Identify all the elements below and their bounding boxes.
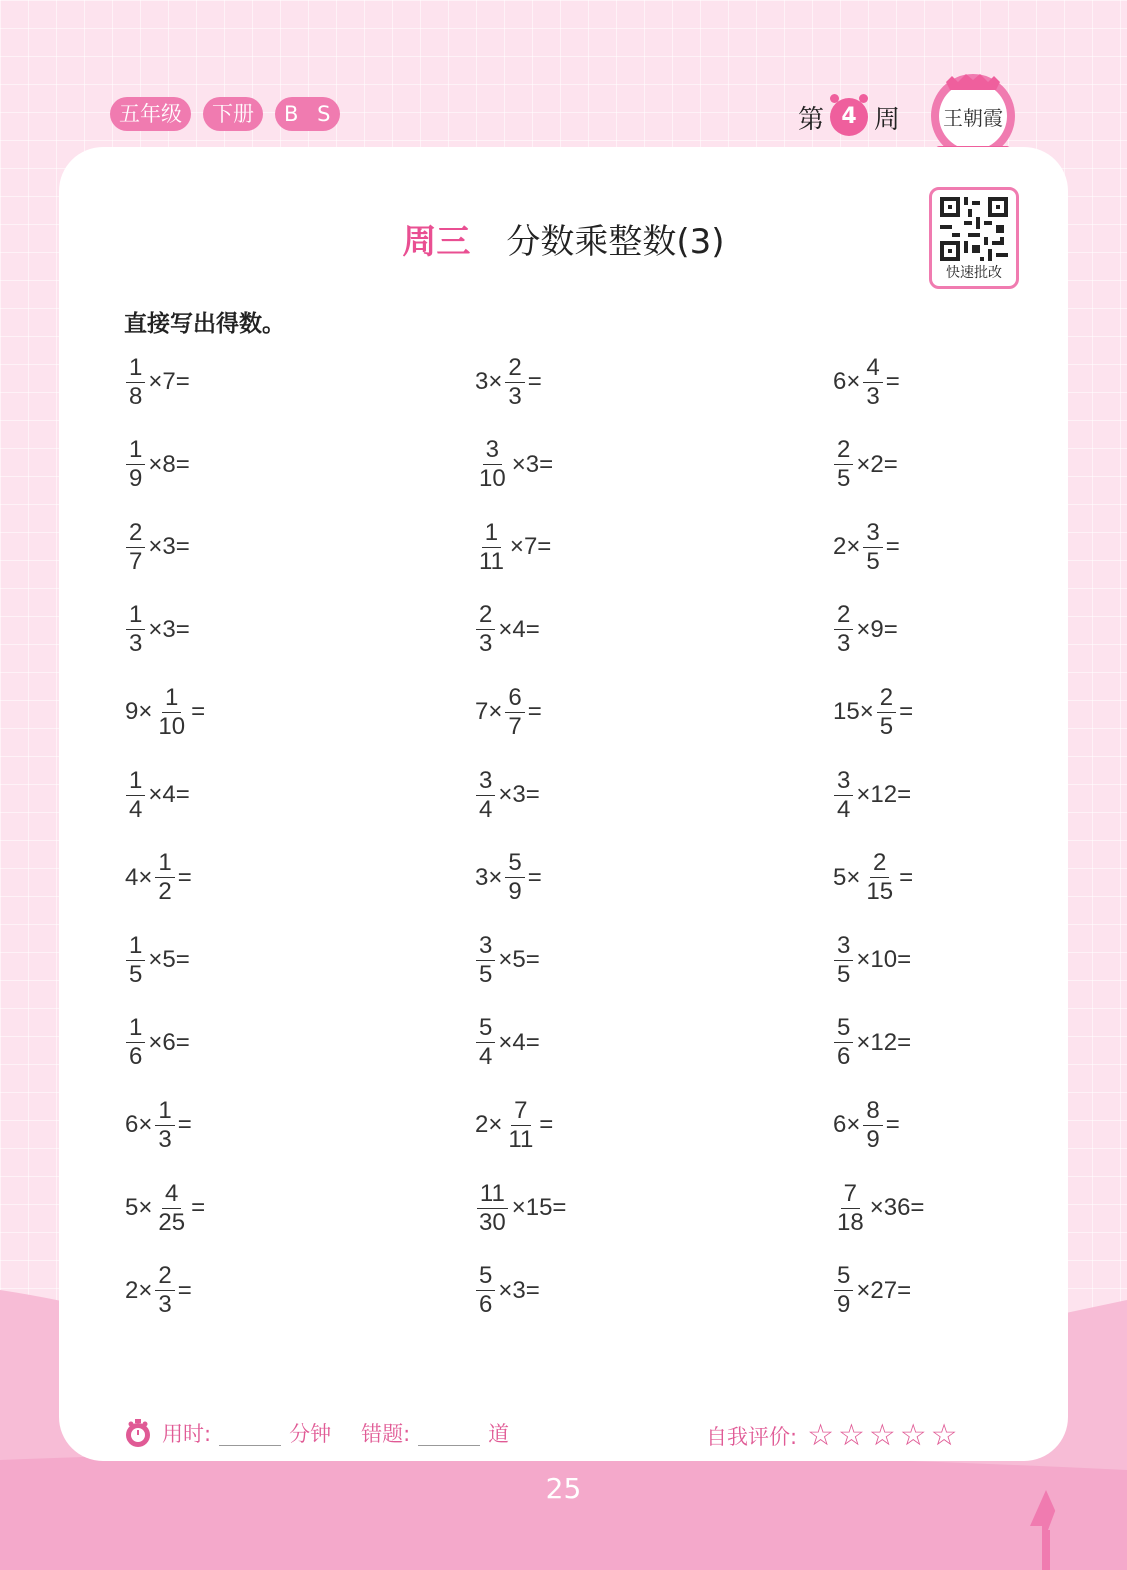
problem-item — [832, 515, 901, 579]
expression-text: ×27= — [856, 1276, 912, 1304]
denominator: 4 — [837, 795, 851, 823]
numerator: 7 — [511, 1099, 530, 1126]
expression-text: = — [885, 533, 900, 561]
fraction — [863, 851, 896, 904]
page-number: 25 — [545, 1472, 582, 1505]
fraction — [476, 1179, 509, 1236]
denominator: 3 — [479, 630, 493, 658]
qr-code-icon — [940, 197, 1008, 261]
expression-text: 6× — [125, 1111, 153, 1139]
problem-item — [832, 1176, 925, 1240]
fraction — [476, 931, 495, 988]
week-suffix: 周 — [874, 104, 901, 135]
time-blank[interactable] — [219, 1421, 281, 1446]
problem-item — [832, 1259, 912, 1323]
numerator: 1 — [126, 934, 145, 961]
problem-item — [832, 433, 899, 497]
title-day: 周三 — [402, 222, 471, 262]
expression-text: ×15= — [511, 1194, 567, 1221]
expression-text: 5× — [125, 1194, 153, 1221]
fraction — [126, 766, 145, 823]
problem-item — [832, 680, 914, 744]
volume-pill: 下册 — [203, 97, 263, 131]
expression-text: 7× — [475, 698, 503, 726]
numerator: 4 — [863, 356, 882, 383]
errors-blank[interactable] — [418, 1421, 480, 1446]
numerator: 3 — [834, 769, 853, 796]
instruction: 直接写出得数。 — [124, 311, 285, 337]
expression-text: ×3= — [511, 450, 554, 478]
numerator: 1 — [126, 356, 145, 383]
expression-text: ×4= — [148, 781, 190, 808]
numerator: 1 — [155, 1099, 174, 1126]
expression-text: = — [527, 368, 542, 395]
expression-text: 3× — [475, 863, 503, 891]
problem-item — [124, 680, 206, 744]
title-topic: 分数乘整数(3) — [506, 222, 725, 262]
problem-item — [474, 680, 543, 744]
denominator: 10 — [158, 712, 186, 740]
grade-tags — [110, 97, 340, 131]
numerator: 6 — [505, 686, 524, 713]
problem-item — [832, 928, 912, 992]
problem-item — [474, 763, 541, 827]
expression-text: = — [539, 1111, 554, 1139]
expression-text: ×6= — [148, 1028, 190, 1056]
numerator: 5 — [834, 1016, 853, 1043]
fraction — [505, 851, 524, 904]
denominator: 9 — [129, 465, 143, 493]
numerator: 8 — [863, 1099, 882, 1126]
expression-text: ×5= — [148, 946, 190, 974]
expression-text: 2× — [833, 533, 861, 561]
denominator: 3 — [837, 630, 851, 658]
fraction — [155, 683, 188, 740]
expression-text: ×7= — [148, 368, 190, 395]
expression-text: ×3= — [498, 781, 540, 808]
problem-item — [124, 1093, 193, 1157]
problem-item — [474, 433, 554, 497]
expression-text: 6× — [833, 368, 861, 395]
numerator: 2 — [155, 1264, 174, 1291]
denominator: 9 — [508, 878, 522, 906]
numerator: 2 — [834, 438, 853, 465]
fraction — [863, 1096, 882, 1153]
expression-text: 2× — [475, 1111, 503, 1139]
numerator: 7 — [841, 1182, 860, 1209]
expression-text: 3× — [475, 368, 503, 395]
fraction — [505, 353, 524, 410]
problem-item — [124, 1259, 193, 1323]
expression-text: ×36= — [869, 1194, 925, 1221]
denominator: 3 — [129, 630, 143, 658]
expression-text: = — [177, 1276, 192, 1304]
expression-text: = — [527, 698, 542, 726]
numerator: 2 — [505, 356, 524, 383]
fraction — [476, 1264, 495, 1317]
denominator: 7 — [129, 547, 143, 575]
fraction — [126, 1016, 145, 1069]
fraction — [834, 438, 853, 491]
fraction — [155, 851, 174, 904]
fraction — [476, 518, 507, 575]
problem-item — [124, 1176, 206, 1240]
footer-rating — [706, 1418, 962, 1453]
problem-item — [124, 433, 191, 497]
fraction — [834, 1264, 853, 1317]
time-label: 用时: — [162, 1422, 212, 1446]
denominator: 25 — [158, 1208, 186, 1236]
denominator: 5 — [479, 960, 493, 988]
problem-item — [832, 846, 914, 910]
expression-text: = — [191, 698, 206, 726]
fraction — [126, 438, 145, 491]
numerator: 2 — [834, 603, 853, 630]
expression-text: ×9= — [856, 615, 898, 643]
numerator: 2 — [476, 603, 495, 630]
qr-label: 快速批改 — [946, 265, 1002, 281]
denominator: 3 — [508, 382, 522, 410]
denominator: 2 — [158, 878, 172, 906]
fraction — [126, 353, 145, 410]
numerator: 5 — [476, 1264, 495, 1291]
problem-item — [474, 515, 552, 579]
denominator: 6 — [479, 1291, 493, 1319]
fraction — [155, 1264, 174, 1317]
numerator: 3 — [863, 521, 882, 548]
fraction — [476, 1016, 495, 1069]
denominator: 3 — [158, 1291, 172, 1319]
fraction — [505, 683, 524, 740]
numerator: 3 — [834, 934, 853, 961]
numerator: 11 — [477, 1182, 508, 1209]
problem-item — [124, 763, 191, 827]
denominator: 5 — [129, 960, 143, 988]
problem-item — [124, 846, 193, 910]
numerator: 1 — [162, 686, 181, 713]
fraction — [834, 1016, 853, 1069]
week-prefix: 第 — [798, 104, 825, 135]
numerator: 5 — [834, 1264, 853, 1291]
numerator: 1 — [482, 521, 501, 548]
problem-item — [474, 598, 541, 662]
expression-text: 6× — [833, 1111, 861, 1139]
fraction — [834, 1179, 867, 1236]
expression-text: = — [885, 368, 900, 395]
numerator: 5 — [476, 1016, 495, 1043]
fraction — [126, 603, 145, 656]
denominator: 18 — [837, 1208, 864, 1236]
denominator: 9 — [866, 1125, 880, 1153]
fraction — [476, 603, 495, 656]
errors-unit: 道 — [488, 1422, 510, 1446]
expression-text: ×12= — [856, 781, 912, 808]
fraction — [863, 518, 882, 575]
expression-text: = — [177, 1111, 192, 1139]
grade-pill: 五年级 — [110, 97, 191, 131]
problem-item — [124, 1011, 191, 1075]
problem-item — [832, 763, 912, 827]
fraction — [863, 353, 882, 410]
expression-text: ×7= — [509, 533, 552, 561]
expression-text: = — [899, 698, 914, 726]
problem-item — [474, 1093, 554, 1157]
denominator: 7 — [508, 712, 522, 740]
expression-text: ×5= — [498, 946, 540, 974]
denominator: 3 — [158, 1125, 172, 1153]
fraction — [834, 931, 853, 988]
fraction — [126, 518, 145, 575]
fraction — [126, 931, 145, 988]
expression-text: = — [527, 863, 542, 891]
denominator: 5 — [879, 712, 894, 740]
numerator: 1 — [126, 438, 145, 465]
expression-text: ×3= — [498, 1276, 540, 1304]
expression-text: ×3= — [148, 615, 190, 643]
numerator: 1 — [155, 851, 174, 878]
expression-text: ×10= — [856, 946, 912, 974]
expression-text: ×4= — [498, 1028, 540, 1056]
denominator: 6 — [837, 1043, 851, 1071]
problem-item — [832, 1011, 912, 1075]
expression-text: 2× — [125, 1276, 153, 1304]
denominator: 6 — [129, 1043, 143, 1071]
denominator: 30 — [479, 1208, 506, 1236]
problem-item — [474, 1259, 541, 1323]
numerator: 5 — [505, 851, 524, 878]
expression-text: 9× — [125, 698, 153, 726]
fraction — [476, 766, 495, 823]
week-number-badge: 4 — [830, 98, 868, 136]
problem-item — [832, 1093, 901, 1157]
numerator: 3 — [483, 438, 502, 465]
expression-text: ×12= — [856, 1028, 912, 1056]
problem-item — [124, 350, 191, 414]
expression-text: 4× — [125, 863, 153, 891]
numerator: 1 — [126, 1016, 145, 1043]
problem-item — [474, 1176, 567, 1240]
problem-item — [124, 928, 191, 992]
expression-text: ×4= — [498, 615, 540, 643]
numerator: 4 — [162, 1182, 181, 1209]
time-unit: 分钟 — [289, 1422, 332, 1446]
errors-label: 错题: — [361, 1422, 411, 1446]
denominator: 4 — [479, 795, 493, 823]
arrow-decoration-icon — [1028, 1490, 1078, 1570]
worksheet-card — [59, 147, 1068, 1461]
fraction — [476, 438, 509, 491]
denominator: 11 — [479, 547, 504, 575]
qr-code[interactable] — [929, 187, 1019, 289]
problem-item — [832, 350, 901, 414]
fraction — [155, 1179, 188, 1236]
problem-item — [124, 598, 191, 662]
denominator: 10 — [479, 465, 506, 493]
expression-text: 15× — [833, 698, 874, 726]
denominator: 5 — [837, 960, 851, 988]
logo-text: 王朝霞 — [943, 106, 1003, 130]
denominator: 8 — [129, 382, 143, 410]
denominator: 4 — [479, 1043, 493, 1071]
expression-text: 5× — [833, 863, 861, 891]
denominator: 4 — [129, 795, 143, 823]
numerator: 3 — [476, 769, 495, 796]
stopwatch-icon — [124, 1418, 152, 1448]
footer-time-errors — [124, 1418, 509, 1448]
week-indicator — [798, 98, 900, 136]
edition-pill: B S — [275, 97, 340, 131]
expression-text: = — [191, 1194, 206, 1221]
problem-item — [474, 350, 543, 414]
denominator: 5 — [866, 547, 880, 575]
problem-item — [124, 515, 191, 579]
fraction — [834, 603, 853, 656]
denominator: 11 — [508, 1125, 534, 1153]
problem-item — [474, 846, 543, 910]
expression-text: ×3= — [148, 533, 190, 561]
fraction — [877, 683, 896, 740]
denominator: 9 — [837, 1291, 851, 1319]
fraction — [834, 766, 853, 823]
numerator: 2 — [870, 851, 889, 878]
rating-stars[interactable]: ☆☆☆☆☆ — [807, 1418, 962, 1453]
expression-text: = — [899, 863, 914, 891]
numerator: 3 — [476, 934, 495, 961]
denominator: 3 — [866, 382, 880, 410]
numerator: 2 — [126, 521, 145, 548]
problem-item — [474, 1011, 541, 1075]
expression-text: = — [177, 863, 192, 891]
expression-text: = — [885, 1111, 900, 1139]
expression-text: ×2= — [856, 450, 898, 478]
problem-item — [832, 598, 899, 662]
problem-item — [474, 928, 541, 992]
numerator: 1 — [126, 769, 145, 796]
denominator: 15 — [866, 878, 894, 906]
numerator: 1 — [126, 603, 145, 630]
fraction — [155, 1096, 174, 1153]
fraction — [505, 1096, 536, 1153]
numerator: 2 — [877, 686, 896, 713]
rating-label: 自我评价: — [706, 1424, 798, 1449]
expression-text: ×8= — [148, 450, 190, 478]
denominator: 5 — [837, 465, 851, 493]
